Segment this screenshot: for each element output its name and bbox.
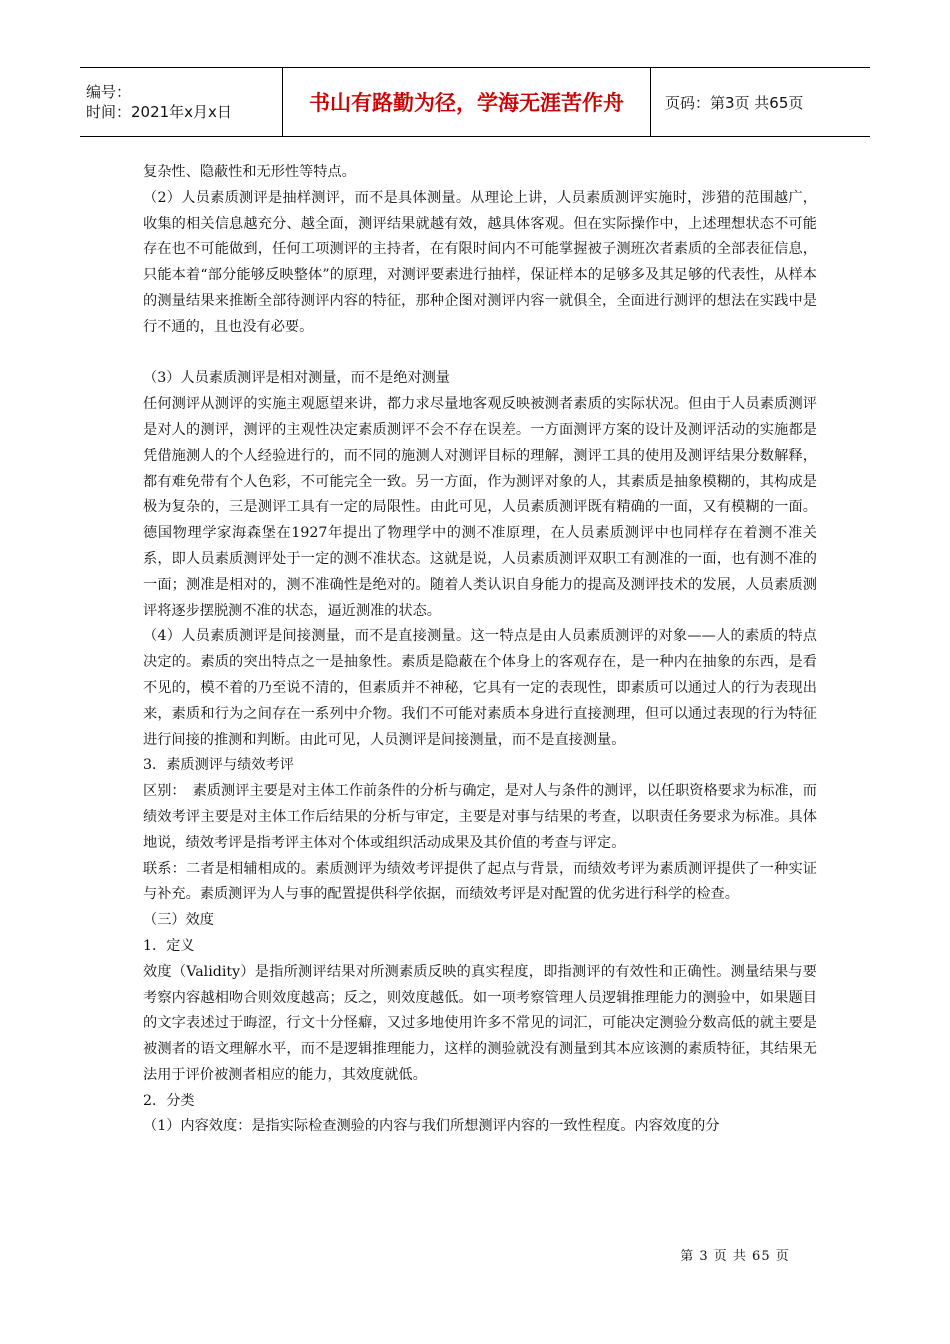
doc-code-label: 编号：: [86, 83, 132, 101]
page-footer: [0, 1245, 950, 1264]
section-heading: 2．分类: [143, 1092, 195, 1109]
paragraph: 复杂性、隐蔽性和无形性等特点。: [143, 164, 356, 180]
page-header: [80, 67, 870, 137]
paragraph: 联系：二者是相辅相成的。素质测评为绩效考评提供了起点与背景，而绩效考评为素质测评提供了一种实证与补充。素质测评为人与事的配置提供科学依据，而绩效考评是对配置的优劣进行科学的检查。: [143, 860, 817, 903]
blank-line: [143, 341, 817, 367]
paragraph: （2）人员素质测评是抽样测评，而不是具体测量。从理论上讲，人员素质测评实施时，涉猎的范围越广，收集的相关信息越充分、越全面，测评结果就越有效，越具体客观。但在实际操作中，上述理想状态不可能存在也不可能做到，任何工项测评的主持者，在有限时间内不可能掌握被子测班次者素质的全部表征信息，只能本着“部分能够反映整体”的原理，对测评要素进行抽样，保证样本的足够多及其足够的代表性，从样本的测量结果来推断全部待测评内容的特征，那种企图对测评内容一就俱全，全面进行测评的想法在实践中是行不通的，且也没有必要。: [143, 189, 817, 335]
footer-page-number: 第 3 页 共 65 页: [680, 1249, 790, 1264]
paragraph: 效度（Validity）是指所测评结果对所测素质反映的真实程度，即指测评的有效性和正确性。测量结果与要考察内容越相吻合则效度越高；反之，则效度越低。如一项考察管理人员逻辑推理能力的测验中，如果题目的文字表述过于晦涩，行文十分怪癖，又过多地使用许多不常见的词汇，可能决定测验分数高低的就主要是被测者的语文理解水平，而不是逻辑推理能力，这样的测验就没有测量到其本应该测的素质特征，其结果无法用于评价被测者相应的能力，其效度就低。: [143, 963, 817, 1083]
header-motto: 书山有路勤为径，学海无涯苦作舟: [283, 68, 651, 136]
paragraph: 任何测评从测评的实施主观愿望来讲，都力求尽量地客观反映被测者素质的实际状况。但由于人员素质测评是对人的测评，测评的主观性决定素质测评不会不存在误差。一方面测评方案的设计及测评活动的实施都是凭借施测人的个人经验进行的，而不同的施测人对测评目标的理解，测评工具的使用及测评结果分数解释，都有难免带有个人色彩，不可能完全一致。另一方面，作为测评对象的人，其素质是抽象模糊的，其构成是极为复杂的，三是测评工具有一定的局限性。由此可见，人员素质测评既有精确的一面，又有模糊的一面。德国物理学家海森堡在1927年提出了物理学中的测不准原理，在人员素质测评中也同样存在着测不准关系，即人员素质测评处于一定的测不准状态。这就是说，人员素质测评双职工有测准的一面，也有测不准的一面；测准是相对的，测不准确性是绝对的。随着人类认识自身能力的提高及测评技术的发展，人员素质测评将逐步摆脱测不准的状态，逼近测准的状态。: [143, 396, 817, 619]
paragraph: （1）内容效度：是指实际检查测验的内容与我们所想测评内容的一致性程度。内容效度的分: [143, 1118, 720, 1135]
section-heading: 1．定义: [143, 937, 195, 954]
paragraph: 区别： 素质测评主要是对主体工作前条件的分析与确定，是对人与条件的测评，以任职资格要求为标准，而绩效考评主要是对主体工作后结果的分析与审定，主要是对事与结果的考查，以职责任务要求为标准。具体地说，绩效考评是指考评主体对个体或组织活动成果及其价值的考查与评定。: [143, 783, 817, 851]
section-heading: 3．素质测评与绩效考评: [143, 757, 294, 774]
document-body: [143, 160, 817, 1140]
paragraph: （3）人员素质测评是相对测量，而不是绝对测量: [143, 370, 450, 387]
doc-time-label: 时间：2021年x月x日: [86, 103, 232, 121]
header-page-info: 页码：第3页 共65页: [665, 93, 804, 112]
section-heading: （三）效度: [143, 912, 214, 929]
paragraph: （4）人员素质测评是间接测量，而不是直接测量。这一特点是由人员素质测评的对象——人的素质的特点决定的。素质的突出特点之一是抽象性。素质是隐蔽在个体身上的客观存在，是一种内在抽象的东西，是看不见的，模不着的乃至说不清的，但素质并不神秘，它具有一定的表现性，即素质可以通过人的行为表现出来，素质和行为之间存在一系列中介物。我们不可能对素质本身进行直接测理，但可以通过表现的行为特征进行间接的推测和判断。由此可见，人员测评是间接测量，而不是直接测量。: [143, 628, 817, 748]
header-meta: [80, 68, 283, 136]
